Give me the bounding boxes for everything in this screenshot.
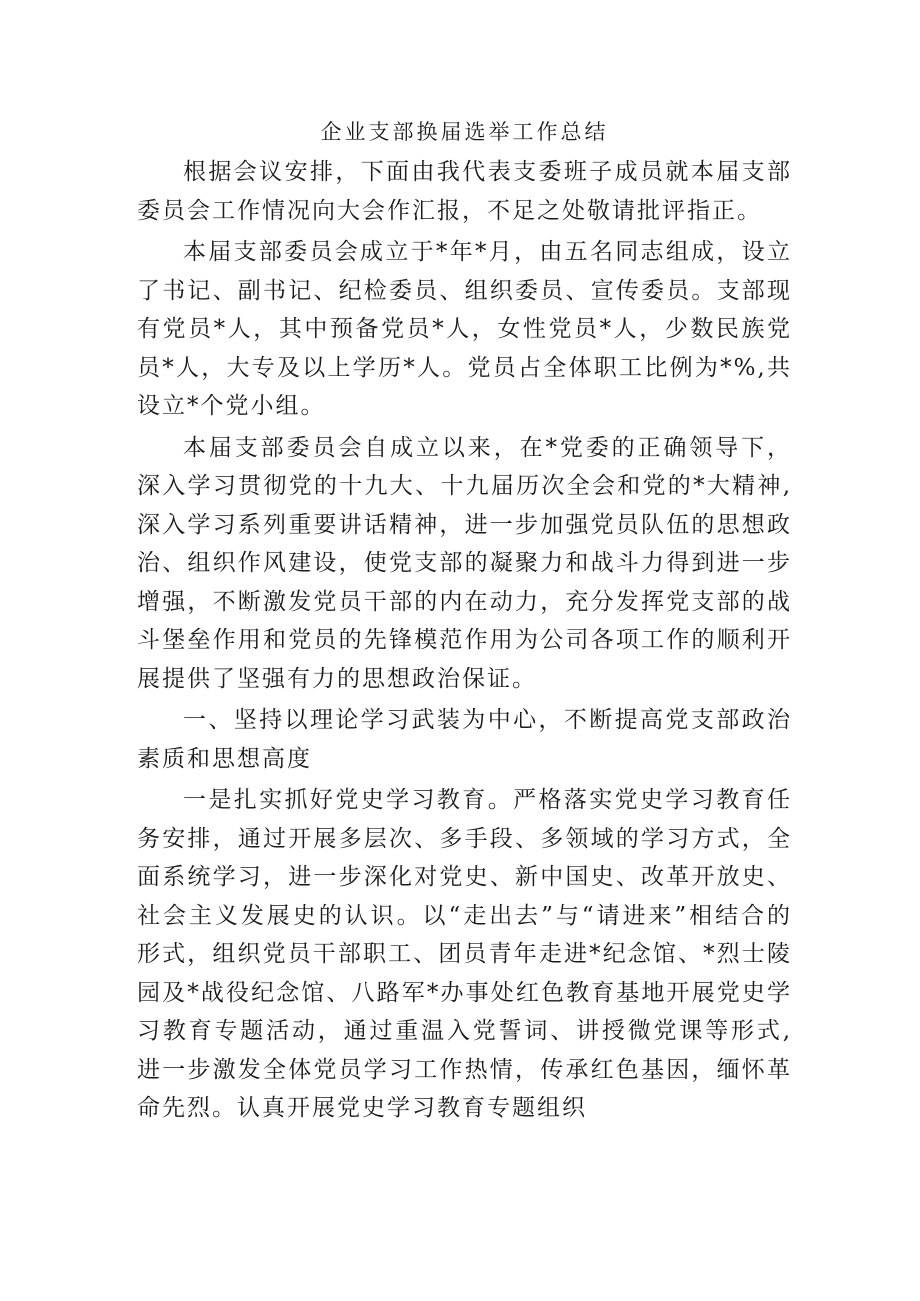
section-heading: 一、坚持以理论学习武装为中心，不断提高党支部政治素质和思想高度 — [137, 707, 792, 772]
document-title: 企业支部换届选举工作总结 — [320, 120, 609, 144]
paragraph-party-history-education: 一是扎实抓好党史学习教育。严格落实党史学习教育任务安排，通过开展多层次、多手段、多领域的学习方式，全面系统学习，进一步深化对党史、新中国史、改革开放史、社会主义发展史的认识。以“走出去”与“请进来”相结合的形式，组织党员干部职工、团员青年走进*纪念馆、*烈士陵园及*战役纪念馆、八路军*办事处红色教育基地开展党史学习教育专题活动，通过重温入党誓词、讲授微党课等形式,进一步激发全体党员学习工作热情，传承红色基因，缅怀革命先烈。认真开展党史学习教育专题组织 — [137, 787, 792, 1121]
paragraph-achievements: 本届支部委员会自成立以来，在*党委的正确领导下，深入学习贯彻党的十九大、十九届历次全会和党的*大精神,深入学习系列重要讲话精神，进一步加强党员队伍的思想政治、组织作风建设，使党支部的凝聚力和战斗力得到进一步增强，不断激发党员干部的内在动力，充分发挥党支部的战斗堡垒作用和党员的先锋模范作用为公司各项工作的顺利开展提供了坚强有力的思想政治保证。 — [137, 434, 792, 692]
paragraph-intro: 根据会议安排，下面由我代表支委班子成员就本届支部委员会工作情况向大会作汇报，不足之处敬请批评指正。 — [137, 159, 792, 224]
paragraph-committee-composition: 本届支部委员会成立于*年*月，由五名同志组成，设立了书记、副书记、纪检委员、组织委员、宣传委员。支部现有党员*人，其中预备党员*人，女性党员*人，少数民族党员*人，大专及以上学历*人。党员占全体职工比例为*%,共设立*个党小组。 — [137, 239, 792, 419]
document-body — [137, 113, 792, 1128]
